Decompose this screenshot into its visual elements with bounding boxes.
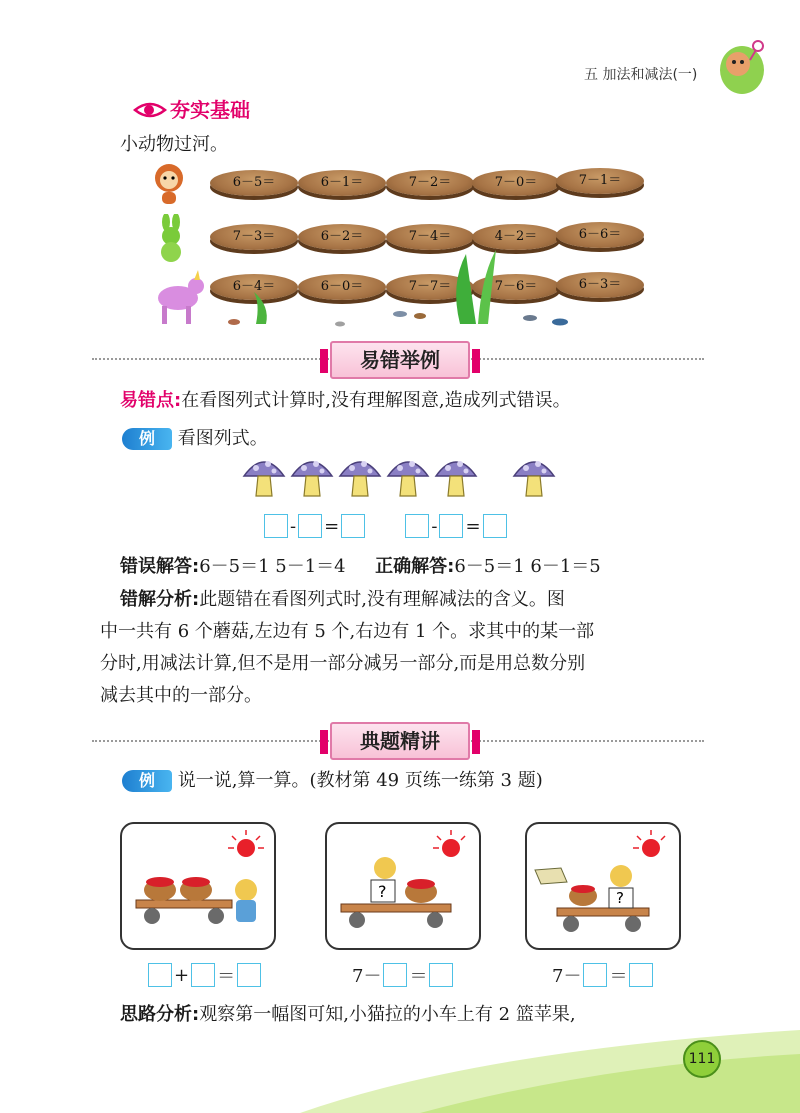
mistake-point — [120, 386, 571, 412]
monkey-icon — [148, 162, 190, 210]
answer-box[interactable] — [629, 963, 653, 987]
analysis-paragraph — [100, 584, 720, 712]
thinking-label: 思路分析: — [120, 1004, 200, 1025]
answer-box[interactable] — [341, 514, 365, 538]
example-text: 说一说,算一算。(教材第 49 页练一练第 3 题) — [177, 770, 543, 791]
riverbed-decoration — [220, 244, 640, 334]
stone-expression: 7－7＝ — [386, 274, 474, 300]
wrong-text: 6－5＝1 5－1＝4 — [199, 556, 346, 577]
section-basic-title: 夯实基础 — [170, 98, 250, 122]
minus-sign: - — [431, 515, 438, 537]
scene-3-illustration — [527, 824, 679, 948]
stone-expression: 7－4＝ — [386, 224, 474, 250]
answer-boxes — [264, 514, 507, 538]
equals-sign: ＝ — [217, 966, 236, 987]
stone-expression: 6－4＝ — [210, 274, 298, 300]
stone-expression: 7－6＝ — [472, 274, 560, 300]
example-line — [122, 766, 543, 792]
equals-sign: ＝ — [409, 966, 428, 987]
answers-line — [120, 552, 601, 578]
stone-expression: 6－6＝ — [556, 222, 644, 248]
stone-expression: 7－2＝ — [386, 170, 474, 196]
equation-lead: 7－ — [552, 966, 582, 987]
answer-box[interactable] — [383, 963, 407, 987]
stone-expression: 6－1＝ — [298, 170, 386, 196]
equals-sign: = — [324, 515, 340, 537]
analysis-line: 中一共有 6 个蘑菇,左边有 5 个,右边有 1 个。求其中的某一部 — [100, 621, 595, 642]
page-number: 111 — [683, 1040, 721, 1078]
mascot-icon — [712, 38, 772, 96]
example-text: 看图列式。 — [177, 428, 268, 449]
unicorn-icon — [148, 268, 206, 328]
equals-sign: = — [465, 515, 481, 537]
stone-expression: 7－3＝ — [210, 224, 298, 250]
stone-expression: 6－5＝ — [210, 170, 298, 196]
section-mistake-title: 易错举例 — [330, 341, 470, 379]
picture-cat-on-cart — [325, 822, 481, 950]
stone-expression: 4－2＝ — [472, 224, 560, 250]
answer-box[interactable] — [237, 963, 261, 987]
scene-2-illustration — [327, 824, 479, 948]
equals-sign: ＝ — [609, 966, 628, 987]
rabbit-icon — [150, 214, 190, 264]
question-mark: ? — [616, 889, 624, 907]
wrong-label: 错误解答: — [120, 556, 200, 577]
right-label: 正确解答: — [375, 556, 455, 577]
answer-box[interactable] — [405, 514, 429, 538]
answer-box[interactable] — [483, 514, 507, 538]
example-tag: 例 — [122, 428, 172, 450]
minus-sign: - — [290, 515, 297, 537]
footer-wave-decoration — [300, 1010, 800, 1113]
scene-1-illustration — [122, 824, 274, 948]
equation-2 — [350, 962, 453, 988]
mushrooms-illustration — [242, 452, 562, 500]
stone-expression: 7－1＝ — [556, 168, 644, 194]
stone-expression: 7－0＝ — [472, 170, 560, 196]
analysis-line: 此题错在看图列式时,没有理解减法的含义。图 — [199, 589, 565, 610]
task-text: 小动物过河。 — [120, 134, 228, 155]
analysis-label: 错解分析: — [120, 589, 200, 610]
example-tag: 例 — [122, 770, 172, 792]
example-line — [122, 424, 268, 450]
picture-cat-two-baskets — [525, 822, 681, 950]
right-text: 6－5＝1 6－1＝5 — [454, 556, 601, 577]
section-classic-title: 典题精讲 — [330, 722, 470, 760]
eye-icon — [133, 100, 167, 120]
answer-box[interactable] — [148, 963, 172, 987]
analysis-line: 减去其中的一部分。 — [100, 685, 262, 706]
answer-box[interactable] — [191, 963, 215, 987]
answer-box[interactable] — [298, 514, 322, 538]
mistake-point-text: 在看图列式计算时,没有理解图意,造成列式错误。 — [181, 390, 571, 411]
thinking-text: 观察第一幅图可知,小猫拉的小车上有 2 篮苹果, — [199, 1004, 576, 1025]
chapter-title: 五 加法和减法(一) — [584, 67, 698, 83]
stone-expression: 6－2＝ — [298, 224, 386, 250]
answer-box[interactable] — [264, 514, 288, 538]
answer-box[interactable] — [429, 963, 453, 987]
picture-cat-pulling-cart — [120, 822, 276, 950]
stone-expression: 6－3＝ — [556, 272, 644, 298]
analysis-line: 分时,用减法计算,但不是用一部分减另一部分,而是用总数分别 — [100, 653, 586, 674]
equation-lead: 7－ — [352, 966, 382, 987]
equation-3 — [550, 962, 653, 988]
stone-expression: 6－0＝ — [298, 274, 386, 300]
plus-sign: + — [174, 964, 190, 986]
answer-box[interactable] — [583, 963, 607, 987]
question-mark: ? — [378, 882, 387, 901]
equation-1 — [148, 962, 261, 988]
answer-box[interactable] — [439, 514, 463, 538]
mistake-point-label: 易错点: — [120, 390, 182, 411]
